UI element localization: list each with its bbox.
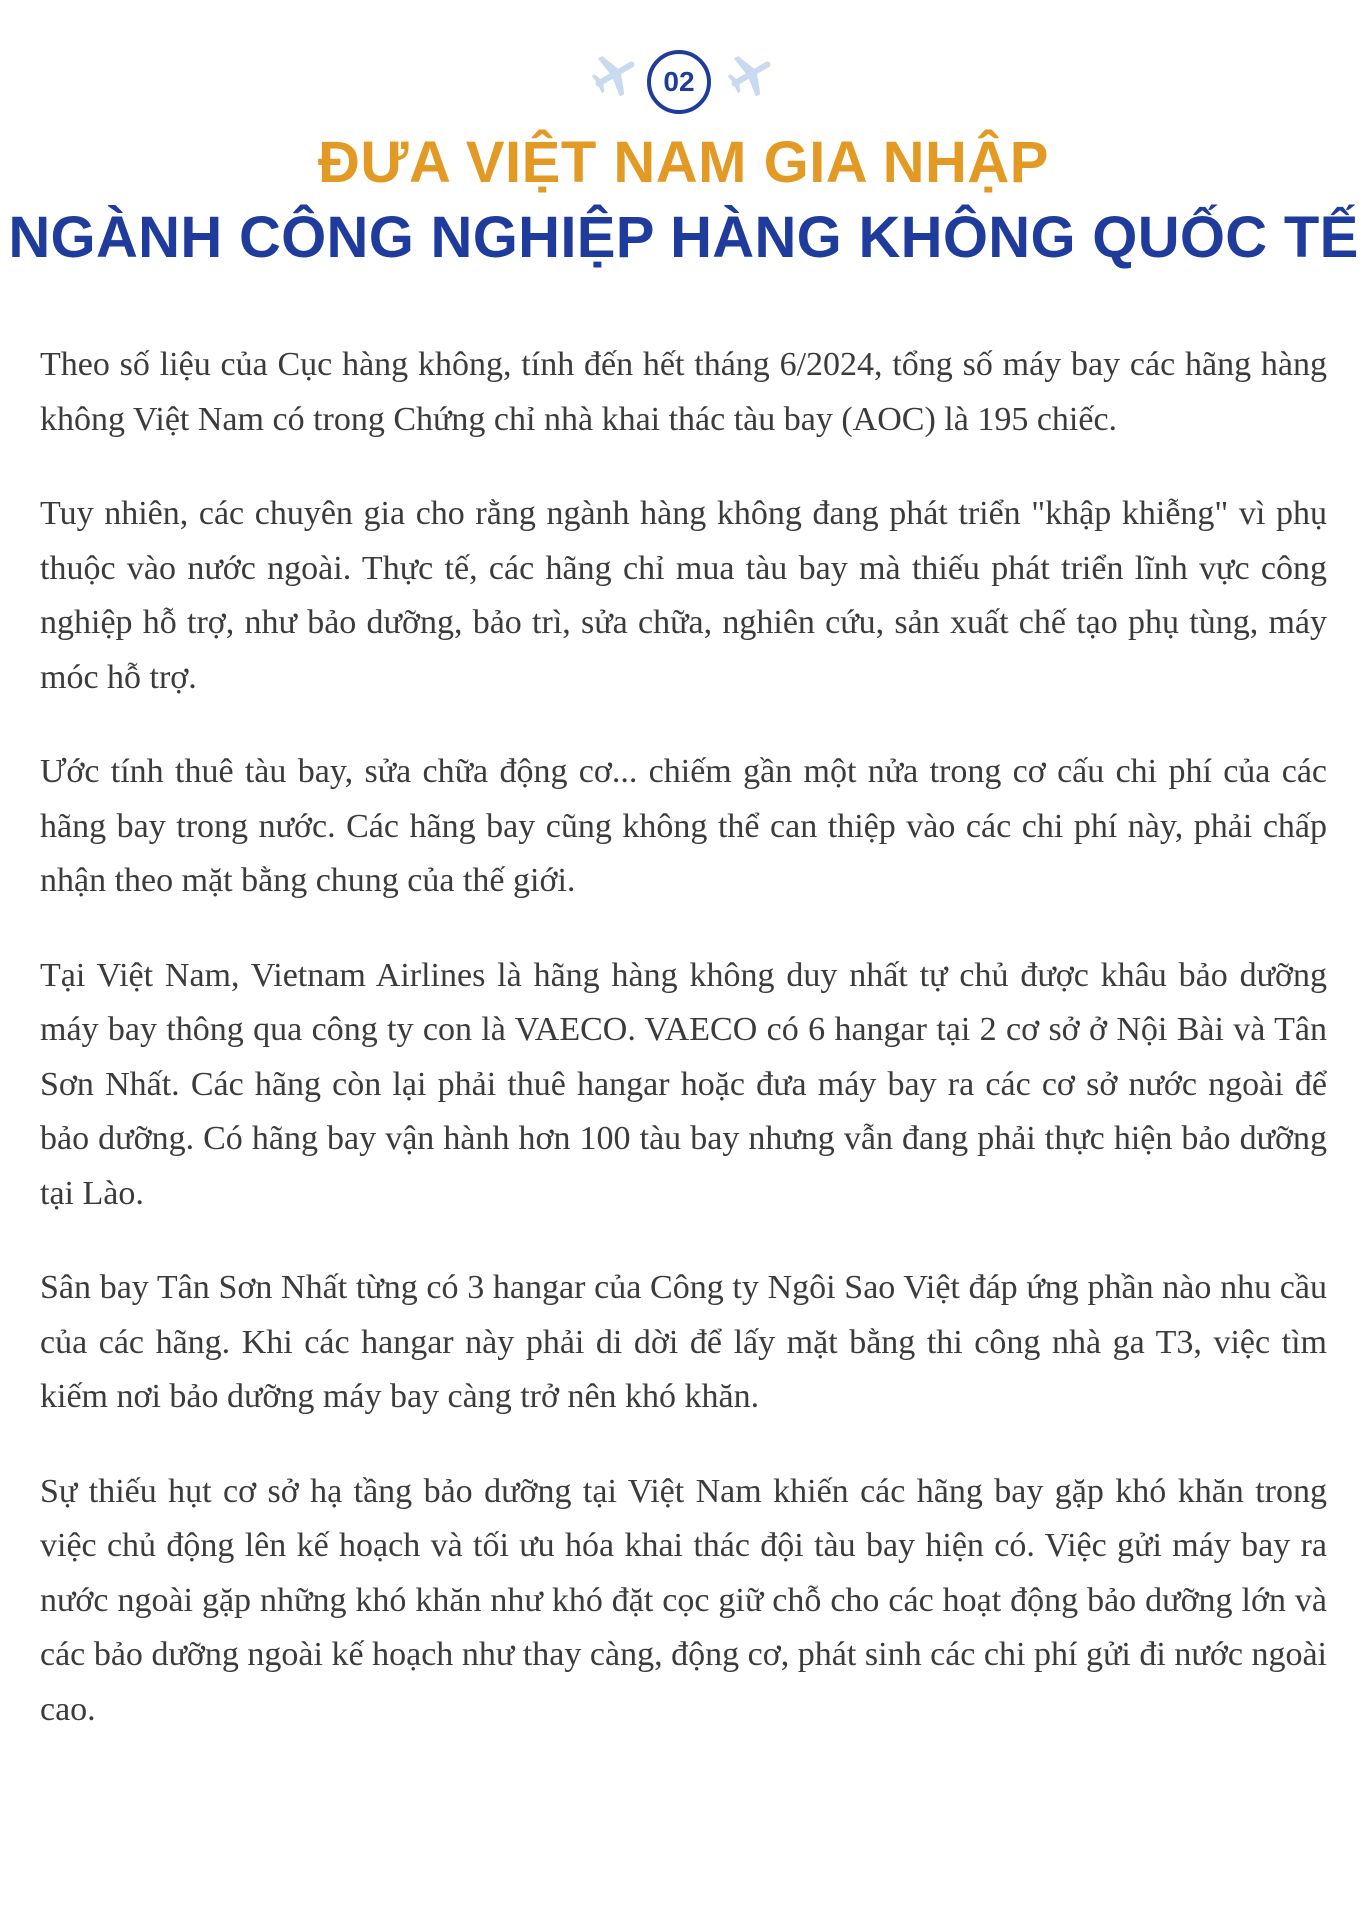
section-title-line-2: NGÀNH CÔNG NGHIỆP HÀNG KHÔNG QUỐC TẾ: [8, 205, 1359, 270]
article-paragraph: Tuy nhiên, các chuyên gia cho rằng ngành hàng không đang phát triển "khập khiễng" vì phụ thuộc vào nước ngoài. Thực tế, các hãng chỉ mua tàu bay mà thiếu phát triển lĩnh vực công nghiệp hỗ trợ, như bảo dưỡng, bảo trì, sửa chữa, nghiên cứu, sản xuất chế tạo phụ tùng, máy móc hỗ trợ.: [40, 495, 1327, 696]
article-paragraph: Theo số liệu của Cục hàng không, tính đến hết tháng 6/2024, tổng số máy bay các hãng hàng không Việt Nam có trong Chứng chỉ nhà khai thác tàu bay (AOC) là 195 chiếc.: [40, 346, 1327, 438]
article-paragraph: Sự thiếu hụt cơ sở hạ tầng bảo dưỡng tại Việt Nam khiến các hãng bay gặp khó khăn trong việc chủ động lên kế hoạch và tối ưu hóa khai thác đội tàu bay hiện có. Việc gửi máy bay ra nước ngoài gặp những khó khăn như khó đặt cọc giữ chỗ cho các hoạt động bảo dưỡng lớn và các bảo dưỡng ngoài kế hoạch như thay càng, động cơ, phát sinh các chi phí gửi đi nước ngoài cao.: [40, 1472, 1327, 1728]
section-header: [0, 0, 1367, 300]
section-badge-group: [583, 40, 783, 120]
article-body: [40, 338, 1327, 1777]
airplane-icon: [587, 46, 643, 102]
article-paragraph: Tại Việt Nam, Vietnam Airlines là hãng hàng không duy nhất tự chủ được khâu bảo dưỡng máy bay thông qua công ty con là VAECO. VAECO có 6 hangar tại 2 cơ sở ở Nội Bài và Tân Sơn Nhất. Các hãng còn lại phải thuê hangar hoặc đưa máy bay ra các cơ sở nước ngoài để bảo dưỡng. Có hãng bay vận hành hơn 100 tàu bay nhưng vẫn đang phải thực hiện bảo dưỡng tại Lào.: [40, 956, 1327, 1212]
article-paragraph: Ước tính thuê tàu bay, sửa chữa động cơ... chiếm gần một nửa trong cơ cấu chi phí của các hãng bay trong nước. Các hãng bay cũng không thể can thiệp vào các chi phí này, phải chấp nhận theo mặt bằng chung của thế giới.: [40, 753, 1327, 899]
article-paragraph: Sân bay Tân Sơn Nhất từng có 3 hangar của Công ty Ngôi Sao Việt đáp ứng phần nào nhu cầu của các hãng. Khi các hangar này phải di dời để lấy mặt bằng thi công nhà ga T3, việc tìm kiếm nơi bảo dưỡng máy bay càng trở nên khó khăn.: [40, 1269, 1327, 1415]
airplane-icon: [723, 46, 779, 102]
section-number-badge: 02: [647, 50, 711, 114]
section-title-line-1: ĐƯA VIỆT NAM GIA NHẬP: [318, 130, 1049, 195]
